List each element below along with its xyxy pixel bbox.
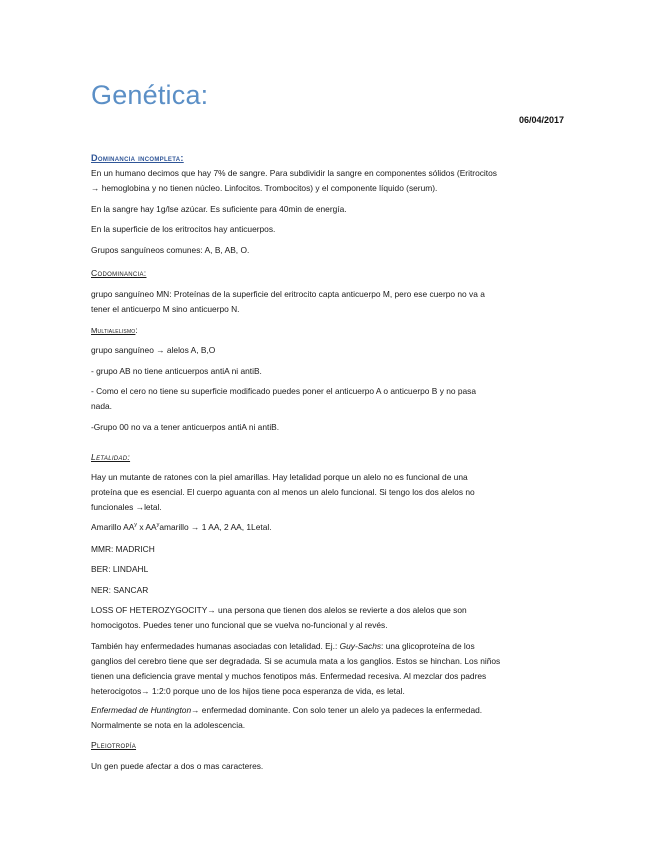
section-codominancia — [91, 287, 569, 317]
heading-dominancia: Dominancia incompleta: — [91, 153, 184, 163]
cross-part-a: Amarillo AA — [91, 522, 135, 532]
dominancia-p4: Grupos sanguíneos comunes: A, B, AB, O. — [91, 245, 250, 255]
repair-mmr: MMR: MADRICH — [91, 544, 155, 554]
heading-letalidad — [91, 450, 569, 465]
loh-l2: homocigotos. Puedes tener uno funcional que se vuelva no-funcional y al revés. — [91, 620, 388, 630]
multialelismo-p1: grupo sanguíneo → alelos A, B,O — [91, 345, 216, 355]
huntington-italic: Enfermedad de Huntington — [91, 705, 192, 715]
multialelismo-p3-l2: nada. — [91, 401, 112, 411]
section-dominancia — [91, 151, 569, 196]
codominancia-p1-l2: tener el anticuerpo M sino anticuerpo N. — [91, 304, 240, 314]
huntington-l1-text: → enfermedad dominante. Con solo tener un alelo ya padeces la enfermedad. — [191, 705, 483, 715]
dominancia-p2: En la sangre hay 1g/lse azúcar. Es suficiente para 40min de energía. — [91, 204, 347, 214]
heading-codominancia — [91, 266, 569, 281]
cross-part-c: amarillo → 1 AA, 2 AA, 1Letal. — [159, 522, 272, 532]
multialelismo-p2: - grupo AB no tiene anticuerpos antiA ni antiB. — [91, 366, 262, 376]
letalidad-p1 — [91, 470, 569, 515]
pleiotropia-p1: Un gen puede afectar a dos o mas caracteres. — [91, 761, 264, 771]
cross-sup-2: y — [156, 522, 160, 529]
dominancia-p1-l2: → hemoglobina y no tienen núcleo. Linfocitos. Trombocitos) y el componente líquido (serum). — [91, 183, 438, 193]
huntington-l2: Normalmente se nota en la adolescencia. — [91, 720, 246, 730]
codominancia-p1-l1: grupo sanguíneo MN: Proteínas de la superficie del eritrocito capta anticuerpo M, pero ese cuerpo no va a — [91, 289, 485, 299]
repair-ber: BER: LINDAHL — [91, 564, 149, 574]
humanas-l1 — [91, 639, 569, 654]
humanas-l1-italic: Guy-Sachs — [339, 641, 382, 651]
letalidad-humanas — [91, 639, 569, 699]
letalidad-p1-l2: proteína que es esencial. El cuerpo aguanta con al menos un alelo funcional. Si tengo los dos alelos no — [91, 487, 475, 497]
dominancia-p1-l1: En un humano decimos que hay 7% de sangre. Para subdividir la sangre en componentes sólidos (Eritrocitos — [91, 168, 497, 178]
letalidad-huntington — [91, 703, 569, 733]
humanas-l4: heterocigotos→ 1:2:0 porque uno de los hijos tiene poca esperanza de vida, es letal. — [91, 686, 405, 696]
heading-pleiotropia — [91, 738, 569, 753]
humanas-l2: ganglios del cerebro tiene que ser degradada. Si se acumula mata a los ganglios. Estos se hinchan. Los niños — [91, 656, 501, 666]
cross-sup-1: y — [134, 522, 138, 529]
humanas-l1-a: También hay enfermedades humanas asociadas con letalidad. Ej.: — [91, 641, 340, 651]
letalidad-loh — [91, 603, 569, 633]
letalidad-cross — [91, 520, 569, 535]
multialelismo-p4: -Grupo 00 no va a tener anticuerpos antiA ni antiB. — [91, 422, 280, 432]
pleiotropia-title: Pleiotropía — [91, 740, 137, 750]
letalidad-title: Letalidad: — [91, 452, 131, 462]
multialelismo-colon: : — [135, 325, 138, 335]
repair-ner: NER: SANCAR — [91, 585, 149, 595]
page-title: Genética: — [91, 80, 209, 110]
loh-l1: LOSS OF HETEROZYGOCITY→ una persona que tienen dos alelos se revierte a dos alelos que son — [91, 605, 467, 615]
letalidad-p1-l1: Hay un mutante de ratones con la piel amarillas. Hay letalidad porque un alelo no es funcional de una — [91, 472, 468, 482]
humanas-l1-b: : una glicoproteína de los — [381, 641, 475, 651]
letalidad-p1-l3: funcionales →letal. — [91, 502, 162, 512]
document-date: 06/04/2017 — [518, 115, 564, 125]
heading-multialelismo — [91, 323, 569, 338]
cross-part-b: x AA — [137, 522, 157, 532]
section-multialelismo — [91, 384, 569, 414]
humanas-l3: tienen una deficiencia grave mental y muchos fenotipos más. Enfermedad recesiva. Al mezclar dos padres — [91, 671, 487, 681]
codominancia-title: Codominancia: — [91, 268, 147, 278]
multialelismo-title: Multialelismo — [91, 326, 136, 335]
huntington-l1 — [91, 703, 569, 718]
multialelismo-p3-l1: - Como el cero no tiene su superficie modificado puedes poner el anticuerpo A o anticuerpo B y no pasa — [91, 386, 477, 396]
dominancia-p3: En la superficie de los eritrocitos hay anticuerpos. — [91, 224, 276, 234]
